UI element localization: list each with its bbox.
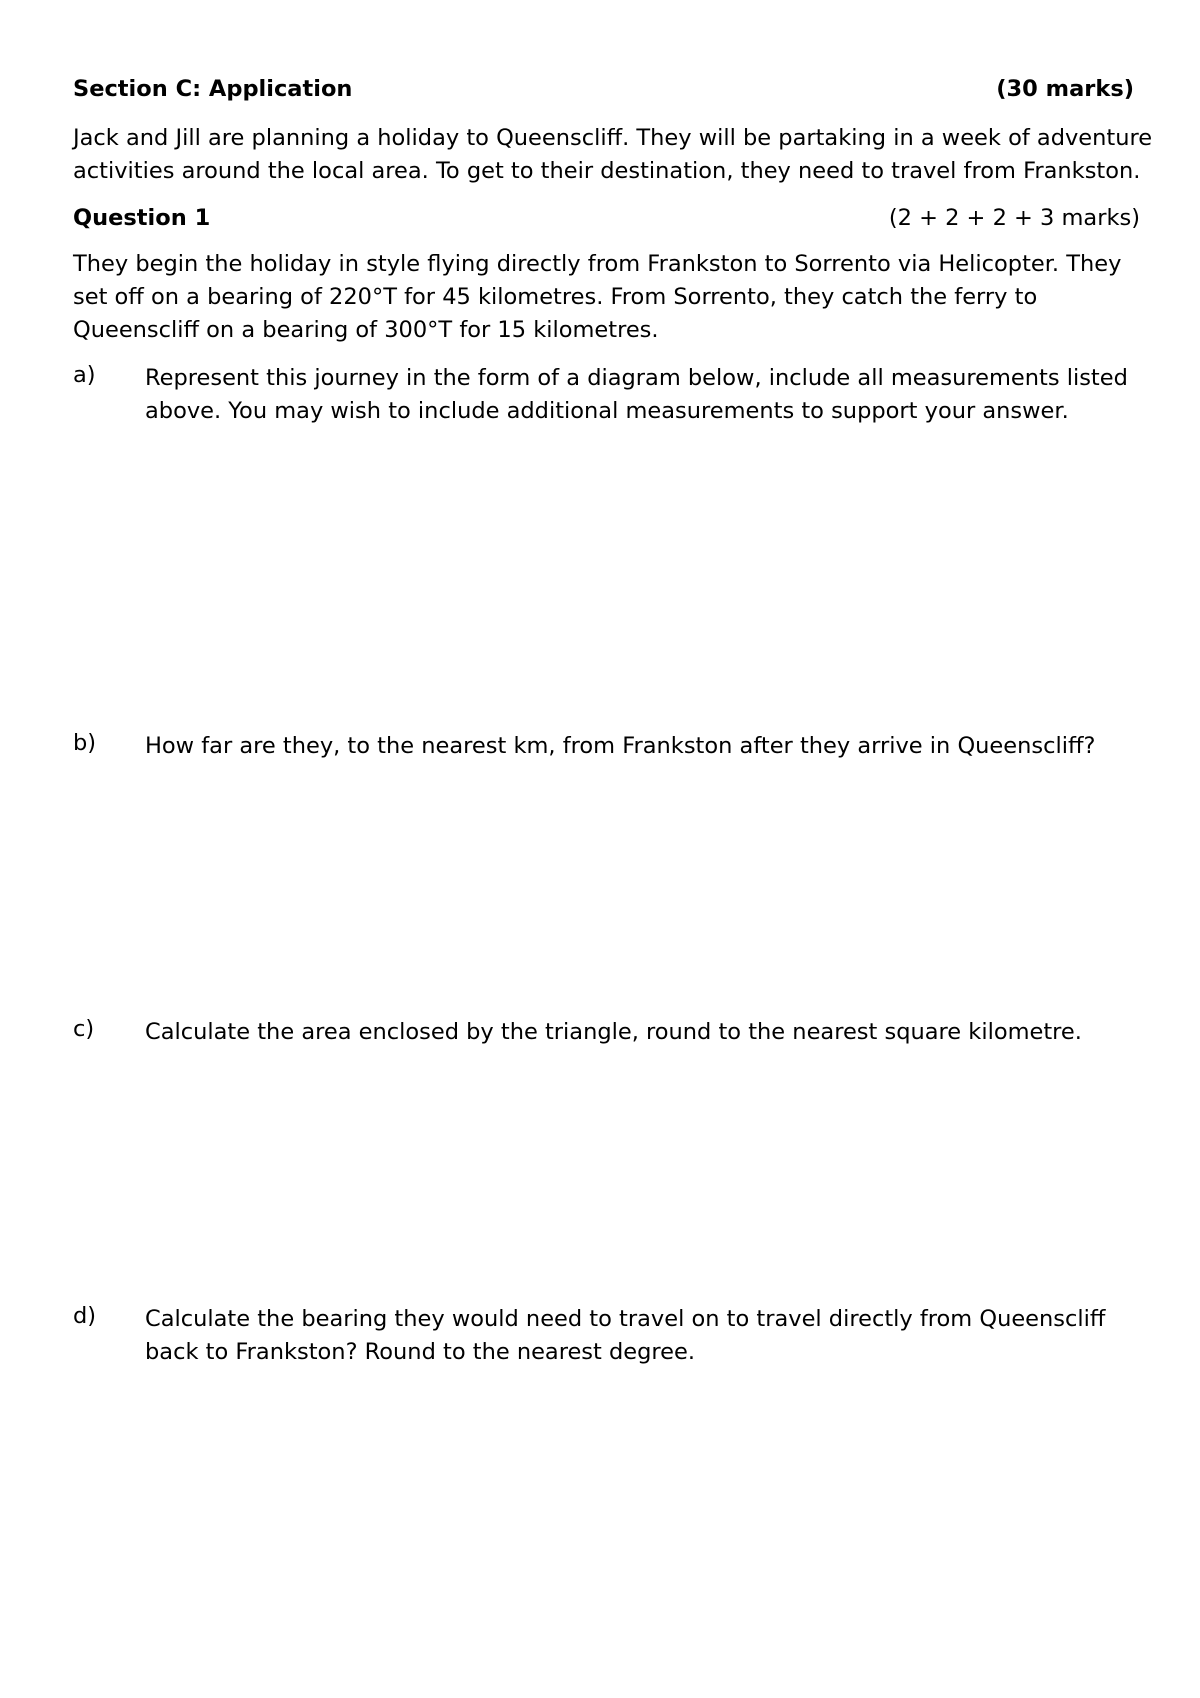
part-c-letter: c) bbox=[73, 1016, 95, 1042]
part-b-text: How far are they, to the nearest km, from Frankston after they arrive in Queenscliff? bbox=[145, 733, 1096, 759]
section-title: Section C: Application bbox=[73, 76, 353, 102]
question-body: They begin the holiday in style flying directly from Frankston to Sorrento via Helicopter. They set off on a bearing of 220°T for 45 kilometres. From Sorrento, they catch the ferry to Queenscliff on a bearing of 300°T for 15 kilometres. bbox=[73, 251, 1122, 343]
section-marks: (30 marks) bbox=[996, 76, 1134, 102]
part-d-text: Calculate the bearing they would need to travel on to travel directly from Queenscliff back to Frankston? Round to the nearest degree. bbox=[145, 1306, 1106, 1365]
part-d-letter: d) bbox=[73, 1303, 97, 1329]
question-marks: (2 + 2 + 2 + 3 marks) bbox=[888, 205, 1140, 231]
part-c-text: Calculate the area enclosed by the triangle, round to the nearest square kilometre. bbox=[145, 1019, 1082, 1045]
part-a-text: Represent this journey in the form of a diagram below, include all measurements listed above. You may wish to include additional measurements to support your answer. bbox=[145, 365, 1128, 424]
question-title: Question 1 bbox=[73, 205, 211, 231]
section-intro: Jack and Jill are planning a holiday to Queenscliff. They will be partaking in a week of adventure activities around the local area. To get to their destination, they need to travel from Frankston. bbox=[73, 125, 1153, 184]
part-a-letter: a) bbox=[73, 362, 96, 388]
part-b-letter: b) bbox=[73, 730, 97, 756]
